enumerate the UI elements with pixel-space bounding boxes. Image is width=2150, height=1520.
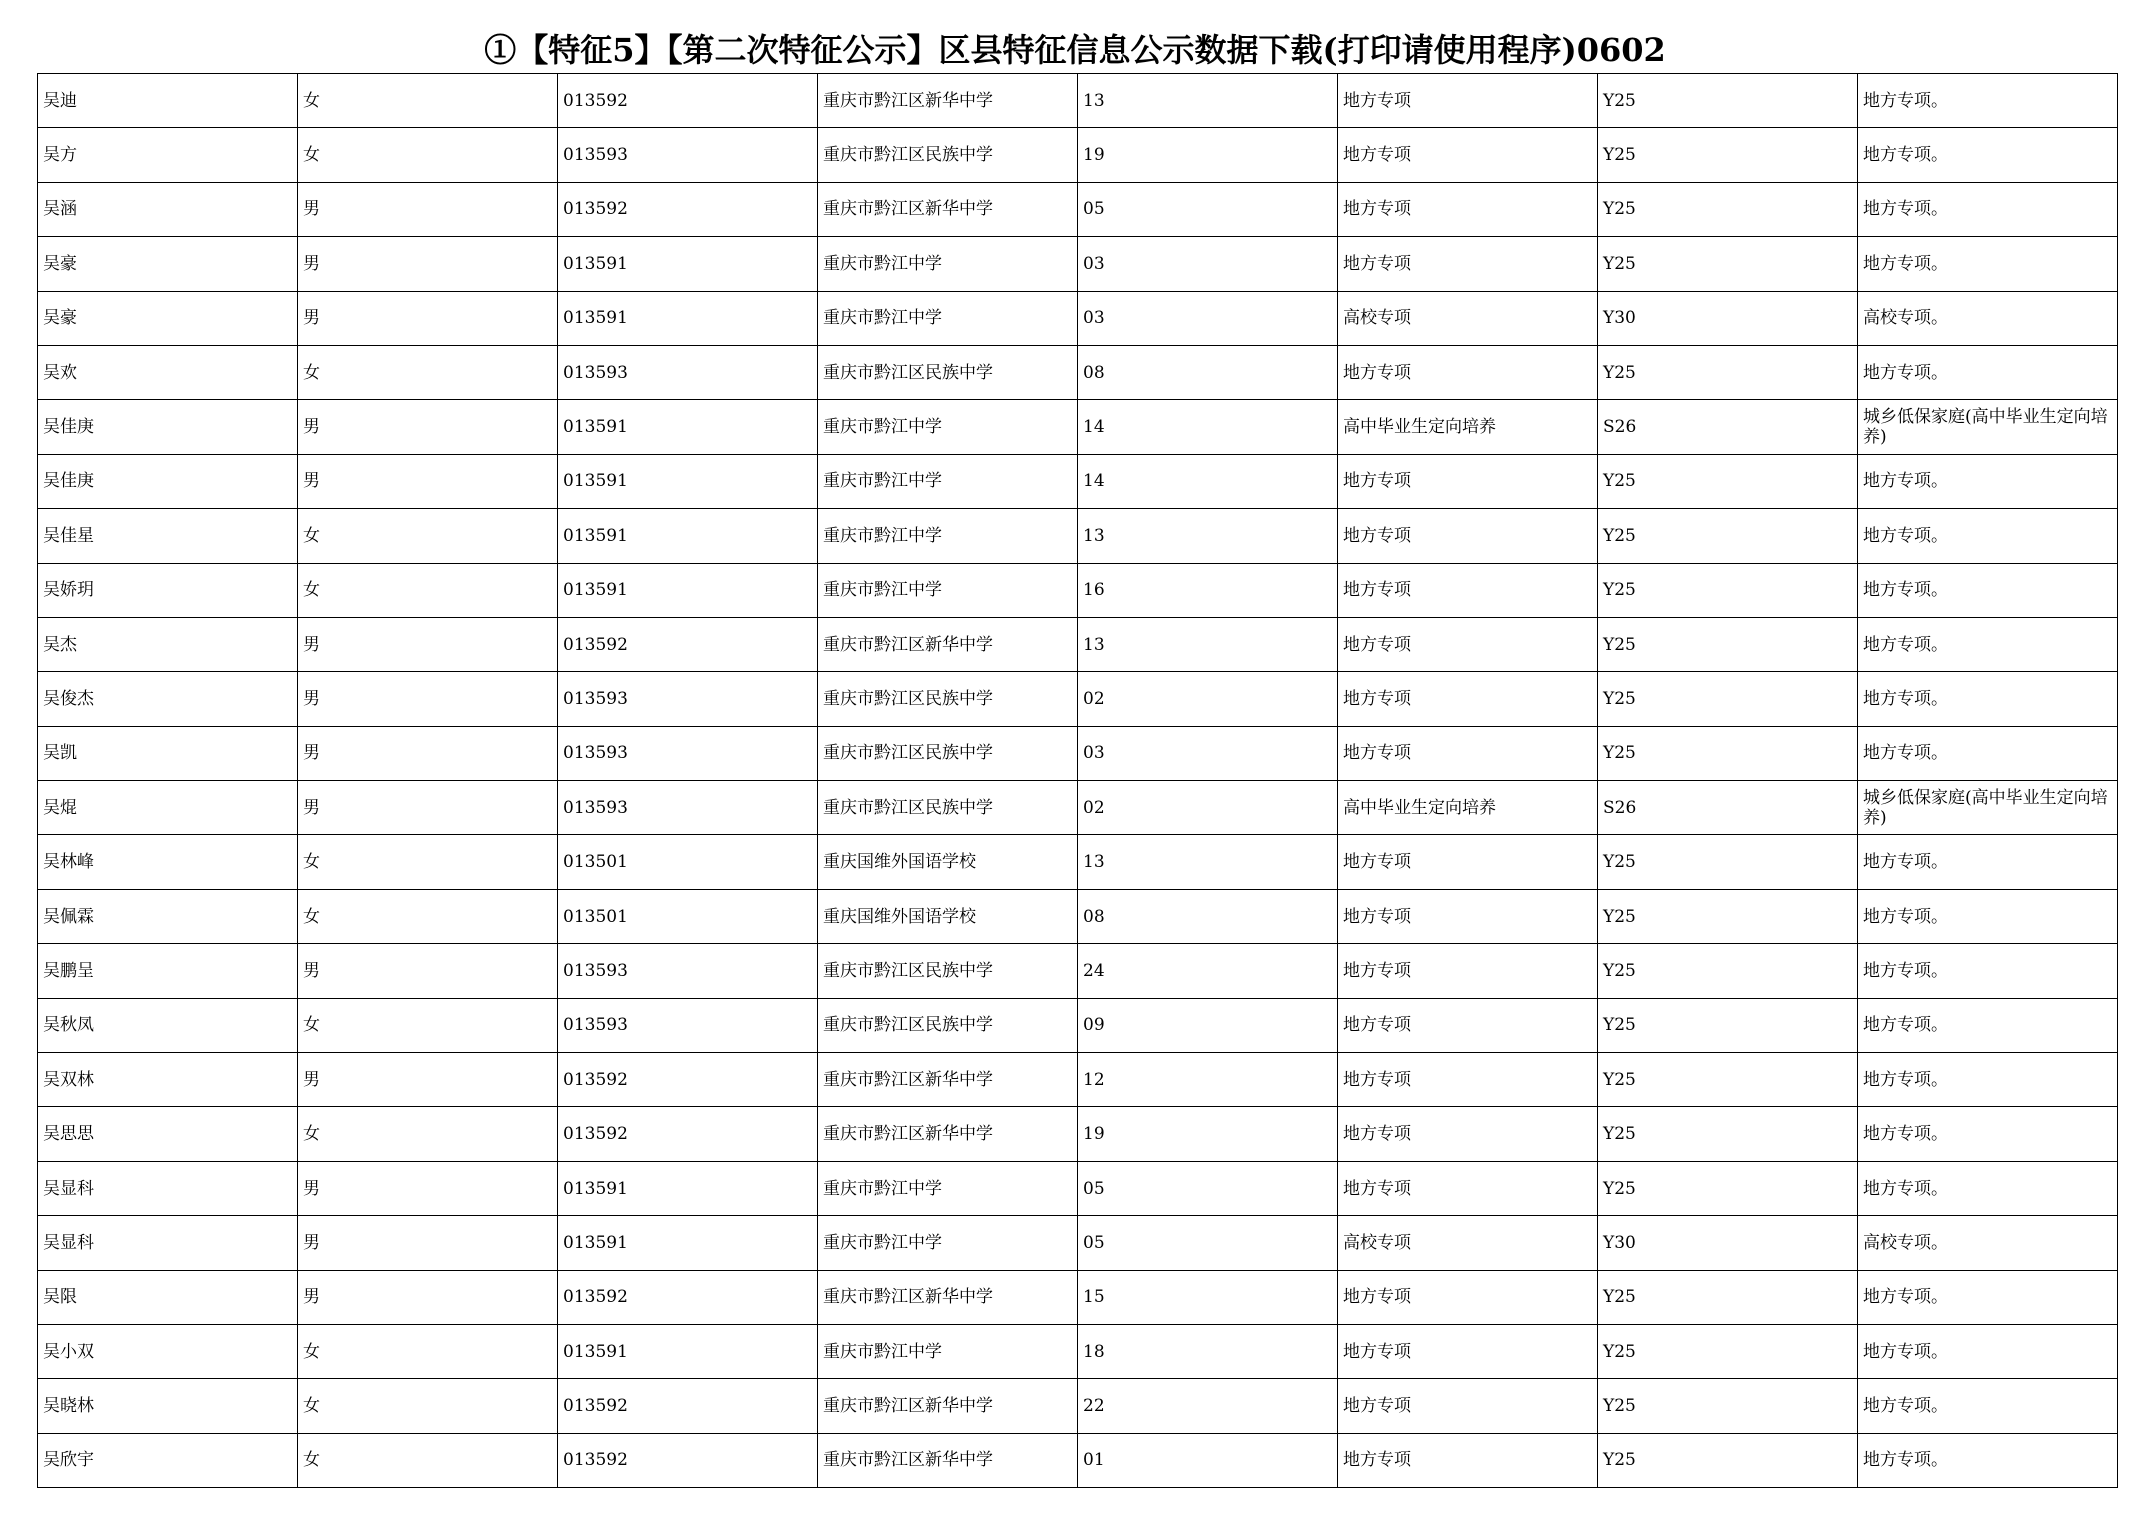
school-name-cell: 重庆市黔江中学 — [818, 563, 1078, 617]
category-cell: 地方专项 — [1338, 672, 1598, 726]
school-name-cell: 重庆市黔江中学 — [818, 454, 1078, 508]
school-code-cell: 013593 — [558, 672, 818, 726]
class-cell: 05 — [1078, 1216, 1338, 1270]
gender-cell: 男 — [298, 726, 558, 780]
category-cell: 地方专项 — [1338, 726, 1598, 780]
class-cell: 12 — [1078, 1053, 1338, 1107]
remark-cell: 地方专项。 — [1858, 1161, 2118, 1215]
class-cell: 02 — [1078, 672, 1338, 726]
class-cell: 24 — [1078, 944, 1338, 998]
category-cell: 地方专项 — [1338, 182, 1598, 236]
category-cell: 地方专项 — [1338, 1433, 1598, 1487]
category-cell: 地方专项 — [1338, 998, 1598, 1052]
category-code-cell: Y25 — [1598, 74, 1858, 128]
gender-cell: 女 — [298, 345, 558, 399]
remark-cell: 地方专项。 — [1858, 835, 2118, 889]
category-code-cell: Y25 — [1598, 1270, 1858, 1324]
table-row — [38, 998, 2118, 1052]
name-cell: 吴思思 — [38, 1107, 298, 1161]
class-cell: 03 — [1078, 291, 1338, 345]
school-code-cell: 013592 — [558, 74, 818, 128]
table-row — [38, 781, 2118, 835]
remark-cell: 地方专项。 — [1858, 345, 2118, 399]
gender-cell: 男 — [298, 237, 558, 291]
school-code-cell: 013591 — [558, 1161, 818, 1215]
remark-cell: 地方专项。 — [1858, 944, 2118, 998]
table-row — [38, 291, 2118, 345]
name-cell: 吴佩霖 — [38, 889, 298, 943]
school-name-cell: 重庆市黔江区新华中学 — [818, 74, 1078, 128]
name-cell: 吴豪 — [38, 237, 298, 291]
category-cell: 高校专项 — [1338, 1216, 1598, 1270]
category-code-cell: Y25 — [1598, 509, 1858, 563]
gender-cell: 男 — [298, 1270, 558, 1324]
gender-cell: 男 — [298, 1216, 558, 1270]
remark-cell: 高校专项。 — [1858, 291, 2118, 345]
school-code-cell: 013591 — [558, 1216, 818, 1270]
table-row — [38, 1379, 2118, 1433]
remark-cell: 地方专项。 — [1858, 182, 2118, 236]
table-body — [38, 74, 2118, 1488]
category-cell: 地方专项 — [1338, 889, 1598, 943]
class-cell: 14 — [1078, 400, 1338, 454]
category-cell: 地方专项 — [1338, 1324, 1598, 1378]
table-row — [38, 509, 2118, 563]
remark-cell: 地方专项。 — [1858, 617, 2118, 671]
school-code-cell: 013591 — [558, 454, 818, 508]
table-row — [38, 400, 2118, 454]
school-name-cell: 重庆市黔江区民族中学 — [818, 726, 1078, 780]
category-code-cell: Y25 — [1598, 944, 1858, 998]
school-name-cell: 重庆市黔江中学 — [818, 1324, 1078, 1378]
gender-cell: 男 — [298, 1161, 558, 1215]
remark-cell: 地方专项。 — [1858, 1270, 2118, 1324]
class-cell: 16 — [1078, 563, 1338, 617]
gender-cell: 男 — [298, 781, 558, 835]
remark-cell: 地方专项。 — [1858, 128, 2118, 182]
gender-cell: 女 — [298, 128, 558, 182]
data-table — [37, 73, 2118, 1488]
class-cell: 03 — [1078, 237, 1338, 291]
school-name-cell: 重庆国维外国语学校 — [818, 889, 1078, 943]
school-code-cell: 013593 — [558, 998, 818, 1052]
school-code-cell: 013592 — [558, 182, 818, 236]
name-cell: 吴显科 — [38, 1216, 298, 1270]
gender-cell: 男 — [298, 672, 558, 726]
table-row — [38, 563, 2118, 617]
table-row — [38, 672, 2118, 726]
remark-cell: 地方专项。 — [1858, 1324, 2118, 1378]
name-cell: 吴小双 — [38, 1324, 298, 1378]
category-cell: 地方专项 — [1338, 345, 1598, 399]
remark-cell: 地方专项。 — [1858, 1053, 2118, 1107]
class-cell: 22 — [1078, 1379, 1338, 1433]
school-code-cell: 013591 — [558, 291, 818, 345]
remark-cell: 地方专项。 — [1858, 889, 2118, 943]
category-code-cell: Y25 — [1598, 237, 1858, 291]
school-name-cell: 重庆市黔江区新华中学 — [818, 617, 1078, 671]
school-name-cell: 重庆市黔江中学 — [818, 291, 1078, 345]
class-cell: 19 — [1078, 128, 1338, 182]
gender-cell: 男 — [298, 400, 558, 454]
category-cell: 地方专项 — [1338, 237, 1598, 291]
school-code-cell: 013592 — [558, 1270, 818, 1324]
school-code-cell: 013593 — [558, 726, 818, 780]
name-cell: 吴俊杰 — [38, 672, 298, 726]
class-cell: 14 — [1078, 454, 1338, 508]
class-cell: 15 — [1078, 1270, 1338, 1324]
remark-cell: 高校专项。 — [1858, 1216, 2118, 1270]
name-cell: 吴焜 — [38, 781, 298, 835]
class-cell: 02 — [1078, 781, 1338, 835]
school-name-cell: 重庆市黔江区新华中学 — [818, 182, 1078, 236]
gender-cell: 男 — [298, 182, 558, 236]
category-cell: 地方专项 — [1338, 835, 1598, 889]
table-row — [38, 1324, 2118, 1378]
school-code-cell: 013592 — [558, 1379, 818, 1433]
remark-cell: 地方专项。 — [1858, 74, 2118, 128]
category-code-cell: Y25 — [1598, 182, 1858, 236]
category-cell: 地方专项 — [1338, 1270, 1598, 1324]
category-code-cell: S26 — [1598, 400, 1858, 454]
class-cell: 08 — [1078, 889, 1338, 943]
name-cell: 吴双林 — [38, 1053, 298, 1107]
school-name-cell: 重庆市黔江区民族中学 — [818, 998, 1078, 1052]
remark-cell: 地方专项。 — [1858, 563, 2118, 617]
school-name-cell: 重庆市黔江中学 — [818, 237, 1078, 291]
category-cell: 地方专项 — [1338, 1053, 1598, 1107]
name-cell: 吴显科 — [38, 1161, 298, 1215]
remark-cell: 地方专项。 — [1858, 509, 2118, 563]
table-row — [38, 889, 2118, 943]
gender-cell: 女 — [298, 1107, 558, 1161]
category-cell: 地方专项 — [1338, 1161, 1598, 1215]
category-code-cell: Y30 — [1598, 291, 1858, 345]
category-cell: 地方专项 — [1338, 74, 1598, 128]
remark-cell: 城乡低保家庭(高中毕业生定向培养) — [1858, 781, 2118, 835]
school-name-cell: 重庆市黔江区新华中学 — [818, 1053, 1078, 1107]
school-name-cell: 重庆市黔江区民族中学 — [818, 781, 1078, 835]
class-cell: 13 — [1078, 74, 1338, 128]
category-cell: 地方专项 — [1338, 128, 1598, 182]
category-code-cell: Y25 — [1598, 617, 1858, 671]
school-code-cell: 013592 — [558, 1107, 818, 1161]
table-row — [38, 944, 2118, 998]
class-cell: 09 — [1078, 998, 1338, 1052]
category-code-cell: Y25 — [1598, 672, 1858, 726]
category-code-cell: Y25 — [1598, 563, 1858, 617]
category-code-cell: Y25 — [1598, 1107, 1858, 1161]
school-name-cell: 重庆市黔江区民族中学 — [818, 128, 1078, 182]
category-code-cell: Y25 — [1598, 889, 1858, 943]
gender-cell: 女 — [298, 998, 558, 1052]
category-code-cell: Y25 — [1598, 726, 1858, 780]
remark-cell: 地方专项。 — [1858, 1433, 2118, 1487]
remark-cell: 地方专项。 — [1858, 237, 2118, 291]
class-cell: 13 — [1078, 509, 1338, 563]
school-code-cell: 013591 — [558, 509, 818, 563]
category-cell: 地方专项 — [1338, 509, 1598, 563]
name-cell: 吴娇玥 — [38, 563, 298, 617]
name-cell: 吴凯 — [38, 726, 298, 780]
category-code-cell: Y25 — [1598, 345, 1858, 399]
name-cell: 吴晓林 — [38, 1379, 298, 1433]
school-code-cell: 013593 — [558, 781, 818, 835]
remark-cell: 城乡低保家庭(高中毕业生定向培养) — [1858, 400, 2118, 454]
category-code-cell: Y25 — [1598, 1161, 1858, 1215]
table-row — [38, 128, 2118, 182]
gender-cell: 男 — [298, 617, 558, 671]
class-cell: 01 — [1078, 1433, 1338, 1487]
table-row — [38, 1161, 2118, 1215]
school-name-cell: 重庆市黔江中学 — [818, 1161, 1078, 1215]
name-cell: 吴限 — [38, 1270, 298, 1324]
school-code-cell: 013591 — [558, 237, 818, 291]
category-code-cell: Y25 — [1598, 1379, 1858, 1433]
gender-cell: 女 — [298, 1324, 558, 1378]
category-cell: 地方专项 — [1338, 1379, 1598, 1433]
class-cell: 05 — [1078, 1161, 1338, 1215]
school-code-cell: 013593 — [558, 345, 818, 399]
table-row — [38, 1053, 2118, 1107]
table-row — [38, 726, 2118, 780]
table-row — [38, 454, 2118, 508]
gender-cell: 女 — [298, 563, 558, 617]
table-row — [38, 617, 2118, 671]
class-cell: 13 — [1078, 617, 1338, 671]
school-code-cell: 013592 — [558, 1433, 818, 1487]
gender-cell: 男 — [298, 1053, 558, 1107]
school-name-cell: 重庆市黔江中学 — [818, 1216, 1078, 1270]
name-cell: 吴鹏呈 — [38, 944, 298, 998]
school-code-cell: 013591 — [558, 400, 818, 454]
table-row — [38, 182, 2118, 236]
class-cell: 18 — [1078, 1324, 1338, 1378]
name-cell: 吴秋凤 — [38, 998, 298, 1052]
school-code-cell: 013592 — [558, 1053, 818, 1107]
class-cell: 08 — [1078, 345, 1338, 399]
gender-cell: 男 — [298, 454, 558, 508]
school-code-cell: 013591 — [558, 1324, 818, 1378]
school-code-cell: 013591 — [558, 563, 818, 617]
school-name-cell: 重庆市黔江区民族中学 — [818, 944, 1078, 998]
category-cell: 地方专项 — [1338, 563, 1598, 617]
table-row — [38, 345, 2118, 399]
category-code-cell: Y25 — [1598, 998, 1858, 1052]
school-name-cell: 重庆市黔江区民族中学 — [818, 672, 1078, 726]
name-cell: 吴欢 — [38, 345, 298, 399]
gender-cell: 女 — [298, 74, 558, 128]
table-row — [38, 237, 2118, 291]
name-cell: 吴佳星 — [38, 509, 298, 563]
category-code-cell: Y25 — [1598, 128, 1858, 182]
name-cell: 吴涵 — [38, 182, 298, 236]
school-name-cell: 重庆市黔江区新华中学 — [818, 1107, 1078, 1161]
remark-cell: 地方专项。 — [1858, 726, 2118, 780]
gender-cell: 女 — [298, 1433, 558, 1487]
category-cell: 地方专项 — [1338, 454, 1598, 508]
category-code-cell: Y25 — [1598, 835, 1858, 889]
class-cell: 19 — [1078, 1107, 1338, 1161]
category-cell: 地方专项 — [1338, 944, 1598, 998]
gender-cell: 女 — [298, 1379, 558, 1433]
name-cell: 吴佳庚 — [38, 400, 298, 454]
category-code-cell: Y25 — [1598, 1053, 1858, 1107]
name-cell: 吴方 — [38, 128, 298, 182]
name-cell: 吴林峰 — [38, 835, 298, 889]
category-cell: 高中毕业生定向培养 — [1338, 400, 1598, 454]
remark-cell: 地方专项。 — [1858, 672, 2118, 726]
remark-cell: 地方专项。 — [1858, 454, 2118, 508]
category-code-cell: Y30 — [1598, 1216, 1858, 1270]
category-cell: 地方专项 — [1338, 1107, 1598, 1161]
class-cell: 13 — [1078, 835, 1338, 889]
category-cell: 高校专项 — [1338, 291, 1598, 345]
category-code-cell: Y25 — [1598, 1433, 1858, 1487]
remark-cell: 地方专项。 — [1858, 998, 2118, 1052]
school-name-cell: 重庆市黔江中学 — [818, 509, 1078, 563]
table-row — [38, 1433, 2118, 1487]
gender-cell: 男 — [298, 291, 558, 345]
table-row — [38, 835, 2118, 889]
table-row — [38, 1270, 2118, 1324]
school-name-cell: 重庆市黔江区新华中学 — [818, 1379, 1078, 1433]
table-row — [38, 1107, 2118, 1161]
name-cell: 吴豪 — [38, 291, 298, 345]
name-cell: 吴杰 — [38, 617, 298, 671]
name-cell: 吴佳庚 — [38, 454, 298, 508]
gender-cell: 男 — [298, 944, 558, 998]
school-code-cell: 013501 — [558, 835, 818, 889]
category-code-cell: Y25 — [1598, 454, 1858, 508]
gender-cell: 女 — [298, 509, 558, 563]
category-cell: 地方专项 — [1338, 617, 1598, 671]
page-title: ①【特征5】【第二次特征公示】区县特征信息公示数据下载(打印请使用程序)0602 — [484, 31, 1666, 69]
remark-cell: 地方专项。 — [1858, 1107, 2118, 1161]
school-code-cell: 013593 — [558, 128, 818, 182]
school-name-cell: 重庆市黔江区民族中学 — [818, 345, 1078, 399]
table-row — [38, 1216, 2118, 1270]
name-cell: 吴迪 — [38, 74, 298, 128]
school-name-cell: 重庆市黔江中学 — [818, 400, 1078, 454]
school-name-cell: 重庆国维外国语学校 — [818, 835, 1078, 889]
category-cell: 高中毕业生定向培养 — [1338, 781, 1598, 835]
school-name-cell: 重庆市黔江区新华中学 — [818, 1270, 1078, 1324]
class-cell: 03 — [1078, 726, 1338, 780]
school-code-cell: 013592 — [558, 617, 818, 671]
table-row — [38, 74, 2118, 128]
category-code-cell: Y25 — [1598, 1324, 1858, 1378]
gender-cell: 女 — [298, 889, 558, 943]
school-code-cell: 013593 — [558, 944, 818, 998]
gender-cell: 女 — [298, 835, 558, 889]
name-cell: 吴欣宇 — [38, 1433, 298, 1487]
class-cell: 05 — [1078, 182, 1338, 236]
remark-cell: 地方专项。 — [1858, 1379, 2118, 1433]
category-code-cell: S26 — [1598, 781, 1858, 835]
school-code-cell: 013501 — [558, 889, 818, 943]
school-name-cell: 重庆市黔江区新华中学 — [818, 1433, 1078, 1487]
